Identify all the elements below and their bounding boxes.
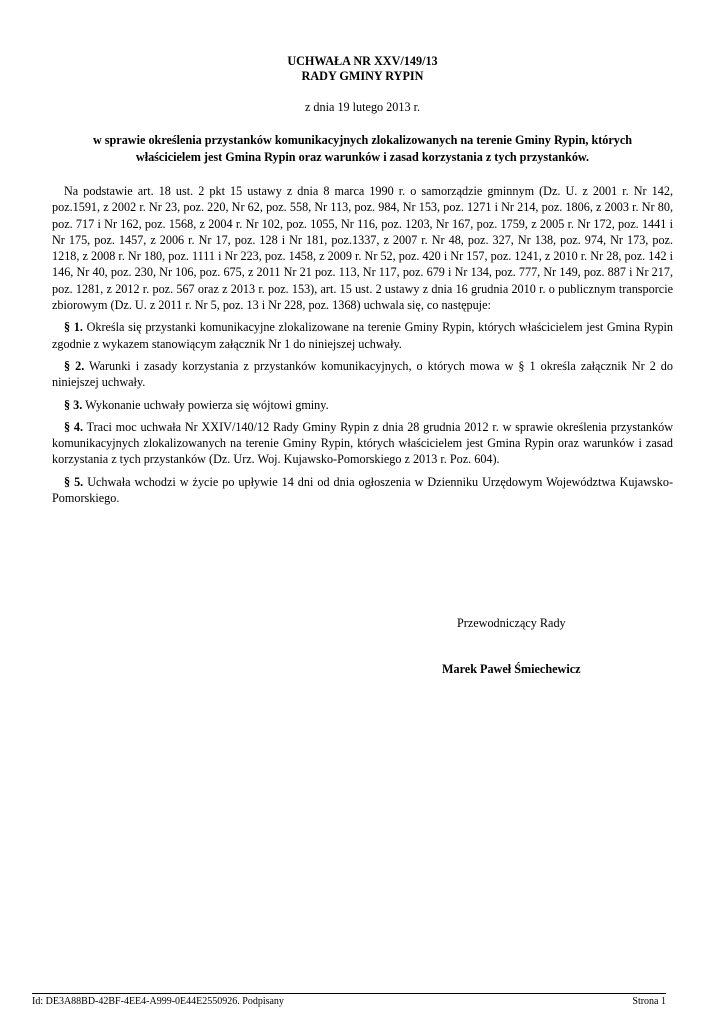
resolution-body bbox=[52, 183, 673, 512]
signature-name: Marek Paweł Śmiechewicz bbox=[442, 662, 581, 676]
resolution-subject bbox=[52, 132, 673, 166]
section-1-mark: § 1. bbox=[64, 320, 83, 335]
section-2-mark: § 2. bbox=[64, 358, 85, 373]
section-3-text: Wykonanie uchwały powierza się wójtowi gminy. bbox=[82, 397, 329, 412]
section-1-text: Określa się przystanki komunikacyjne zlokalizowane na terenie Gminy Rypin, których właścicielem jest Gmina Rypin zgodnie z wykazem stanowiącym załącznik Nr 1 do niniejszej uchwały. bbox=[52, 320, 674, 351]
section-2-text: Warunki i zasady korzystania z przystanków komunikacyjnych, o których mowa w § 1 określa załącznik Nr 2 do niniejszej uchwały. bbox=[52, 358, 673, 390]
section-5-mark: § 5. bbox=[64, 474, 84, 489]
signature-role: Przewodniczący Rady bbox=[457, 616, 566, 630]
section-5 bbox=[52, 474, 673, 507]
title-line-2: RADY GMINY RYPIN bbox=[301, 69, 424, 83]
subject-line-1: w sprawie określenia przystanków komunikacyjnych zlokalizowanych na terenie Gminy Rypin, których bbox=[92, 133, 633, 147]
section-4-text: Traci moc uchwała Nr XXIV/140/12 Rady Gminy Rypin z dnia 28 grudnia 2012 r. w sprawie określenia przystanków komunikacyjnych zlokalizowanych na terenie Gminy Rypin, których właścicielem jest Gmina Rypin oraz warunków i zasad korzystania z tych przystanków (Dz. Urz. Woj. Kujawsko-Pomorskiego z 2013 r. Poz. 604). bbox=[52, 419, 674, 467]
preamble: Na podstawie art. 18 ust. 2 pkt 15 ustawy z dnia 8 marca 1990 r. o samorządzie gminnym (Dz. U. z 2001 r. Nr 142, poz.1591, z 2002 r. Nr 23, poz. 220, Nr 62, poz. 558, Nr 113, poz. 984, Nr 153, poz. 1271 i Nr 214, poz. 1806, z 2003 r. Nr 80, poz. 717 i Nr 162, poz. 1568, z 2004 r. Nr 102, poz. 1055, Nr 116, poz. 1203, Nr 167, poz. 1759, z 2005 r. Nr 172, poz. 1441 i Nr 175, poz. 1457, z 2006 r. Nr 17, poz. 128 i Nr 181, poz.1337, z 2007 r. Nr 48, poz. 327, Nr 138, poz. 974, Nr 173, poz. 1218, z 2008 r. Nr 180, poz. 1111 i Nr 223, poz. 1458, z 2009 r. Nr 52, poz. 420 i Nr 157, poz. 1241, z 2010 r. Nr 28, poz. 142 i 146, Nr 40, poz. 230, Nr 106, poz. 675, z 2011 Nr 21 poz. 113, Nr 117, poz. 679 i Nr 134, poz. 777, Nr 149, poz. 887 i Nr 217, poz. 1281, z 2012 r. poz. 567 oraz z 2013 r. poz. 153), art. 15 ust. 2 ustawy z dnia 16 grudnia 2010 r. o publicznym transporcie zbiorowym (Dz. U. z 2011 r. Nr 5, poz. 13 i Nr 228, poz. 1368) uchwala się, co następuje: bbox=[52, 184, 673, 313]
footer-divider bbox=[32, 993, 666, 994]
footer-document-id: Id: DE3A88BD-42BF-4EE4-A999-0E44E2550926. Podpisany bbox=[32, 996, 284, 1007]
title-line-1: UCHWAŁA NR XXV/149/13 bbox=[287, 54, 438, 68]
section-4 bbox=[52, 419, 673, 468]
section-3 bbox=[52, 397, 673, 413]
section-1 bbox=[52, 319, 673, 352]
resolution-title bbox=[52, 54, 673, 84]
footer-page-number: Strona 1 bbox=[632, 996, 666, 1007]
section-3-mark: § 3. bbox=[64, 397, 83, 412]
section-2 bbox=[52, 358, 673, 391]
subject-line-2: właścicielem jest Gmina Rypin oraz warunków i zasad korzystania z tych przystanków. bbox=[135, 150, 590, 164]
resolution-date: z dnia 19 lutego 2013 r. bbox=[304, 100, 421, 114]
section-4-mark: § 4. bbox=[64, 419, 84, 434]
section-5-text: Uchwała wchodzi w życie po upływie 14 dni od dnia ogłoszenia w Dzienniku Urzędowym Województwa Kujawsko-Pomorskiego. bbox=[52, 474, 674, 506]
